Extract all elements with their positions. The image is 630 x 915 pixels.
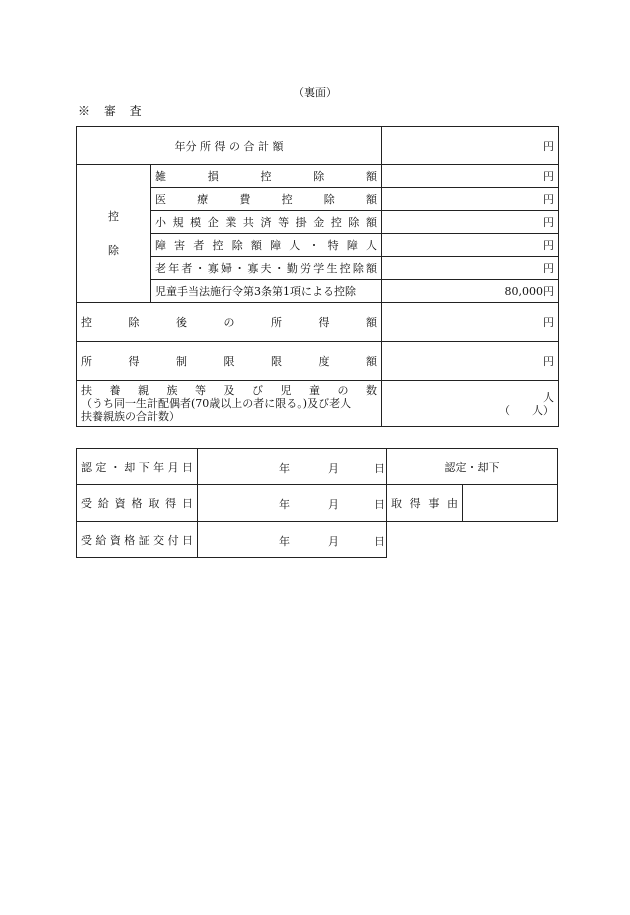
cert-date-label: 認定・却下年月日 bbox=[77, 449, 198, 485]
income-limit-amount-cell[interactable] bbox=[382, 342, 559, 381]
dependents-row bbox=[77, 381, 559, 427]
acquisition-reason-field[interactable] bbox=[463, 485, 558, 522]
casualty-loss-label: 雑 損 控 除 額 bbox=[151, 165, 382, 188]
elderly-widow-deduction-label: 老年者・寡婦・寡夫・勤労学生控除額 bbox=[151, 257, 382, 280]
persons-sub-unit: （ 人） bbox=[499, 403, 555, 417]
child-allowance-deduction-label: 児童手当法施行令第3条第1項による控除 bbox=[151, 280, 382, 303]
acquisition-date-label: 受給資格取得日 bbox=[77, 485, 198, 522]
month-unit: 月 bbox=[328, 534, 339, 548]
deduction-char-1: 控 bbox=[108, 209, 119, 223]
cert-date-row bbox=[77, 449, 558, 485]
year-unit: 年 bbox=[279, 534, 290, 548]
income-limit-row bbox=[77, 342, 559, 381]
dependents-label-line2: （うち同一生計配偶者(70歳以上の者に限る。)及び老人 bbox=[81, 397, 352, 410]
review-table bbox=[76, 126, 559, 427]
yen-unit: 円 bbox=[543, 239, 555, 252]
year-unit: 年 bbox=[279, 498, 290, 511]
medical-deduction-amount-cell[interactable] bbox=[382, 188, 559, 211]
cert-result-label[interactable]: 認定・却下 bbox=[387, 449, 558, 485]
small-business-deduction-amount-cell[interactable] bbox=[382, 211, 559, 234]
issue-date-row bbox=[77, 522, 558, 558]
yen-unit: 円 bbox=[543, 262, 555, 275]
cert-date-field[interactable] bbox=[198, 449, 387, 485]
day-unit: 日 bbox=[374, 461, 385, 475]
child-allowance-deduction-amount-cell[interactable] bbox=[382, 280, 559, 303]
medical-deduction-label: 医 療 費 控 除 額 bbox=[151, 188, 382, 211]
deduction-group-label bbox=[77, 165, 151, 303]
certification-table bbox=[76, 448, 558, 558]
yen-unit: 円 bbox=[543, 285, 555, 298]
section-title: ※ 審 査 bbox=[78, 104, 147, 118]
annual-income-row bbox=[77, 127, 559, 165]
after-deduction-row bbox=[77, 303, 559, 342]
yen-unit: 円 bbox=[543, 355, 555, 368]
page-side-label: （裏面） bbox=[293, 86, 337, 99]
annual-income-amount-cell[interactable] bbox=[382, 127, 559, 165]
dependents-count-cell[interactable] bbox=[382, 381, 559, 427]
child-allowance-deduction-amount: 80,000 bbox=[504, 285, 544, 298]
issue-date-field[interactable] bbox=[198, 522, 387, 558]
annual-income-label: 年分 所 得 の 合 計 額 bbox=[77, 127, 382, 165]
year-unit: 年 bbox=[279, 461, 290, 475]
acquisition-row bbox=[77, 485, 558, 522]
yen-unit: 円 bbox=[543, 216, 555, 229]
small-business-deduction-label: 小規模企業共済等掛金控除額 bbox=[151, 211, 382, 234]
disability-deduction-amount-cell[interactable] bbox=[382, 234, 559, 257]
acquisition-reason-label: 取 得 事 由 bbox=[387, 485, 463, 522]
yen-unit: 円 bbox=[543, 139, 555, 153]
casualty-loss-amount-cell[interactable] bbox=[382, 165, 559, 188]
persons-unit: 人 bbox=[543, 390, 555, 404]
month-unit: 月 bbox=[328, 498, 339, 511]
deduction-char-2: 除 bbox=[108, 243, 119, 257]
dependents-label bbox=[77, 381, 382, 427]
month-unit: 月 bbox=[328, 461, 339, 475]
after-deduction-label: 控 除 後 の 所 得 額 bbox=[77, 303, 382, 342]
yen-unit: 円 bbox=[543, 193, 555, 206]
income-limit-label: 所 得 制 限 限 度 額 bbox=[77, 342, 382, 381]
elderly-widow-deduction-amount-cell[interactable] bbox=[382, 257, 559, 280]
yen-unit: 円 bbox=[543, 170, 555, 183]
empty-area bbox=[387, 522, 558, 558]
yen-unit: 円 bbox=[543, 316, 555, 329]
dependents-label-line3: 扶養親族の合計数） bbox=[81, 410, 180, 423]
after-deduction-amount-cell[interactable] bbox=[382, 303, 559, 342]
deduction-row bbox=[77, 165, 559, 188]
disability-deduction-label: 障害者控除額障人・特障人 bbox=[151, 234, 382, 257]
dependents-label-line1: 扶 養 親 族 等 及 び 児 童 の 数 bbox=[81, 384, 378, 397]
day-unit: 日 bbox=[374, 534, 385, 548]
issue-date-label: 受給資格証交付日 bbox=[77, 522, 198, 558]
day-unit: 日 bbox=[374, 498, 385, 511]
acquisition-date-field[interactable] bbox=[198, 485, 387, 522]
